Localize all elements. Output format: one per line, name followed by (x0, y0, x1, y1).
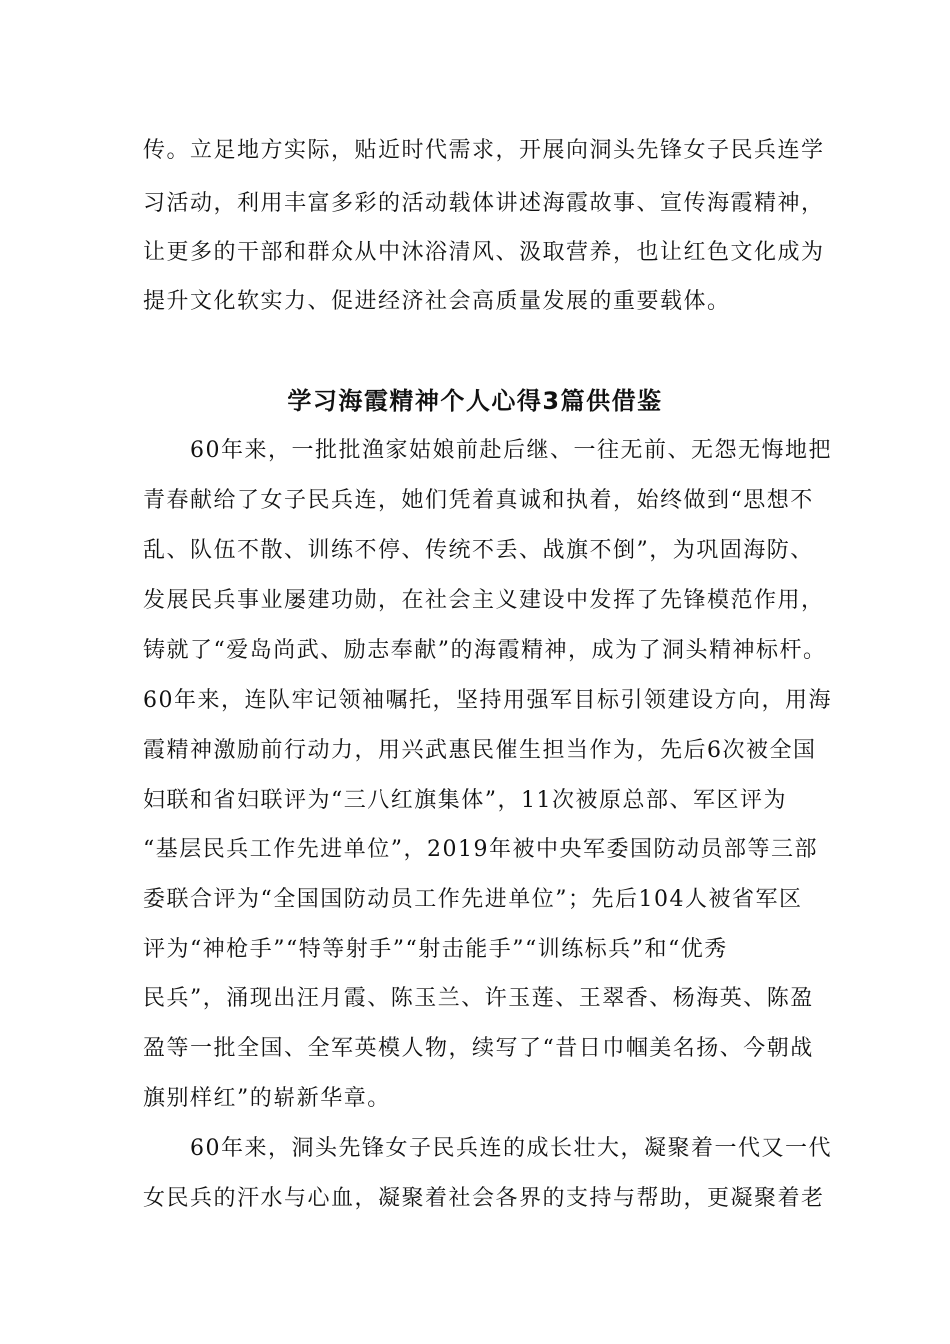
text-line: 60年来，连队牢记领袖嘱托，坚持用强军目标引领建设方向，用海 (143, 688, 832, 713)
text-line: 60年来，洞头先锋女子民兵连的成长壮大，凝聚着一代又一代 (143, 1136, 832, 1161)
text-line: 霞精神激励前行动力，用兴武惠民催生担当作为，先后6次被全国 (143, 738, 817, 763)
text-line: 习活动，利用丰富多彩的活动载体讲述海霞故事、宣传海霞精神， (143, 191, 825, 216)
text-line: “基层民兵工作先进单位”，2019年被中央军委国防动员部等三部 (143, 837, 818, 862)
text-line: 发展民兵事业屡建功勋，在社会主义建设中发挥了先锋模范作用， (143, 588, 825, 613)
text-line: 女民兵的汗水与心血，凝聚着社会各界的支持与帮助，更凝聚着老 (143, 1186, 825, 1211)
text-line: 传。立足地方实际，贴近时代需求，开展向洞头先锋女子民兵连学 (143, 138, 825, 163)
text-line: 评为“神枪手”“特等射手”“射击能手”“训练标兵”和“优秀 (143, 937, 728, 962)
text-line: 乱、队伍不散、训练不停、传统不丢、战旗不倒”，为巩固海防、 (143, 538, 814, 563)
text-line: 青春献给了女子民兵连，她们凭着真诚和执着，始终做到“思想不 (143, 488, 814, 513)
document-title: 学习海霞精神个人心得3篇供借鉴 (287, 387, 663, 415)
text-line: 民兵”，涌现出汪月霞、陈玉兰、许玉莲、王翠香、杨海英、陈盈 (143, 986, 814, 1011)
text-line: 提升文化软实力、促进经济社会高质量发展的重要载体。 (143, 289, 731, 314)
text-line: 妇联和省妇联评为“三八红旗集体”，11次被原总部、军区评为 (143, 788, 787, 813)
text-line: 60年来，一批批渔家姑娘前赴后继、一往无前、无怨无悔地把 (143, 438, 832, 463)
text-line: 盈等一批全国、全军英模人物，续写了“昔日巾帼美名扬、今朝战 (143, 1036, 814, 1061)
text-line: 铸就了“爱岛尚武、励志奉献”的海霞精神，成为了洞头精神标杆。 (143, 638, 827, 663)
text-line: 让更多的干部和群众从中沐浴清风、汲取营养，也让红色文化成为 (143, 240, 825, 265)
text-line: 旗别样红”的崭新华章。 (143, 1086, 391, 1111)
text-line: 委联合评为“全国国防动员工作先进单位”；先后104人被省军区 (143, 887, 803, 912)
